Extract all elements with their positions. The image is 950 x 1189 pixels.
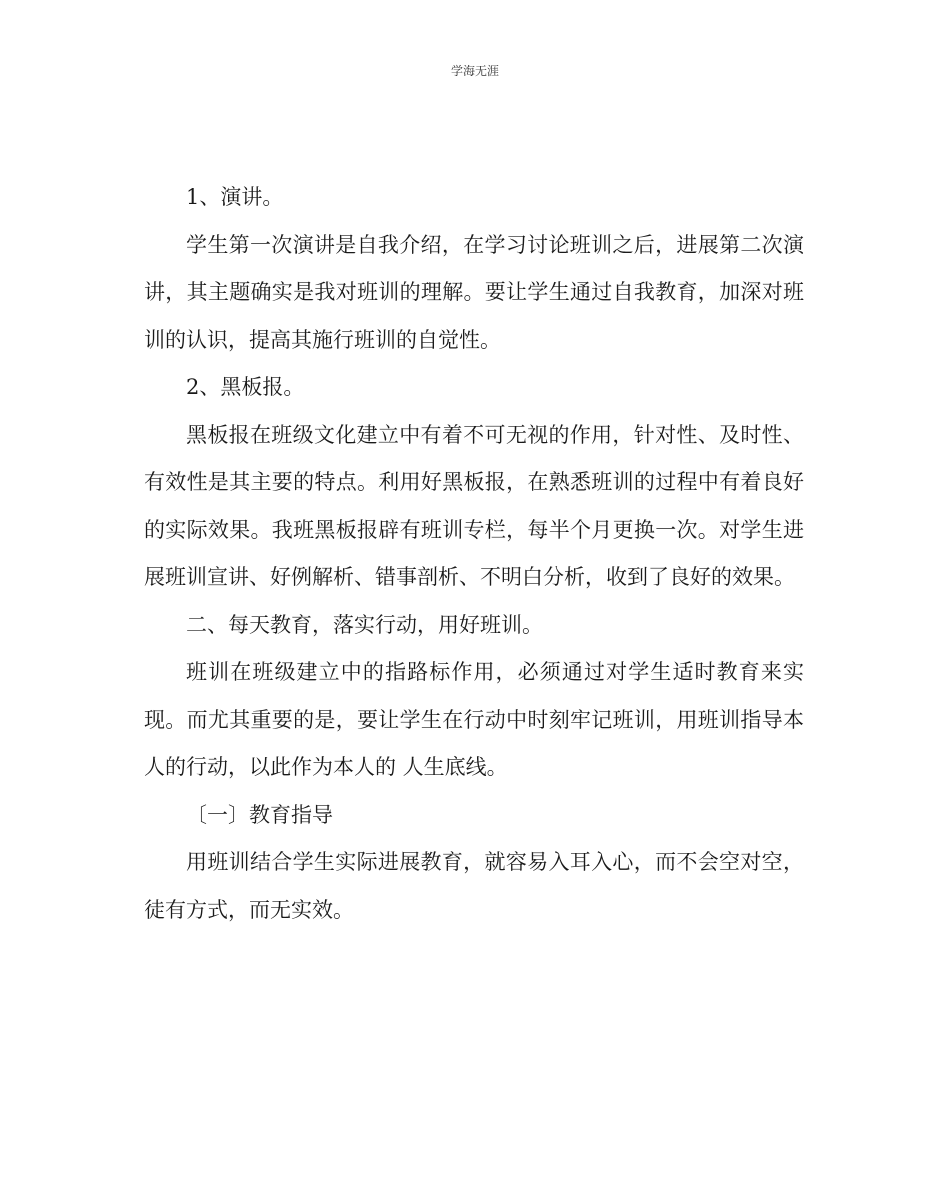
paragraph-speech-body: 学生第一次演讲是自我介绍，在学习讨论班训之后，进展第二次演讲，其主题确实是我对班训的理解。要让学生通过自我教育，加深对班训的认识，提高其施行班训的自觉性。: [144, 232, 804, 352]
document-body: [144, 174, 804, 934]
paragraph-blackboard-body: 黑板报在班级文化建立中有着不可无视的作用，针对性、及时性、有效性是其主要的特点。利用好黑板报，在熟悉班训的过程中有着良好的实际效果。我班黑板报辟有班训专栏，每半个月更换一次。对学生进展班训宣讲、好例解析、错事剖析、不明白分析，收到了良好的效果。: [144, 422, 804, 589]
paragraph-subsection-heading: 〔一〕教育指导: [186, 802, 333, 827]
page-header: 学海无涯: [450, 64, 499, 78]
paragraph-section-two-heading: 二、每天教育，落实行动，用好班训。: [186, 612, 543, 637]
paragraph-subsection-body: 用班训结合学生实际进展教育，就容易入耳入心，而不会空对空，徒有方式，而无实效。: [144, 850, 804, 922]
paragraph-speech-heading: 1、演讲。: [186, 185, 284, 209]
paragraph-blackboard-heading: 2、黑板报。: [186, 375, 305, 399]
paragraph-section-two-body: 班训在班级建立中的指路标作用，必须通过对学生适时教育来实现。而尤其重要的是，要让学生在行动中时刻牢记班训，用班训指导本人的行动，以此作为本人的 人生底线。: [144, 660, 804, 779]
